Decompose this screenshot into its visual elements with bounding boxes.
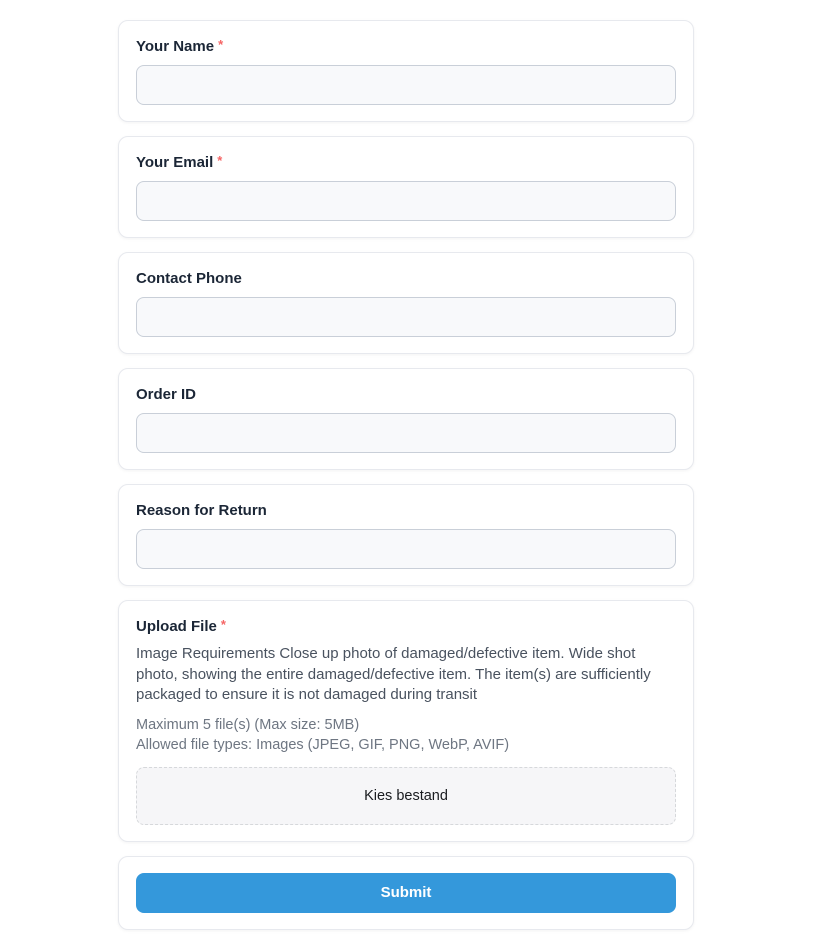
reason-for-return-label: Reason for Return [136, 502, 267, 519]
order-id-input[interactable] [136, 413, 676, 453]
contact-phone-input[interactable] [136, 297, 676, 337]
reason-for-return-input[interactable] [136, 529, 676, 569]
field-label [136, 153, 676, 172]
field-label [136, 269, 676, 288]
field-card-your-email [118, 136, 694, 238]
field-label [136, 37, 676, 56]
file-upload-dropzone[interactable] [136, 767, 676, 825]
upload-file-label-text: Upload File [136, 618, 217, 635]
choose-file-button-label: Kies bestand [364, 787, 448, 804]
submit-card [118, 856, 694, 930]
upload-file-card [118, 600, 694, 842]
field-card-your-name [118, 20, 694, 122]
field-card-reason-for-return [118, 484, 694, 586]
text-fields-section [118, 20, 694, 586]
your-name-label: Your Name [136, 38, 215, 55]
your-email-label: Your Email [136, 154, 214, 171]
upload-requirements-text: Image Requirements Close up photo of damaged/defective item. Wide shot photo, showing the entire damaged/defective item. The item(s) are sufficiently packaged to ensure it is not damaged during transit [136, 645, 651, 703]
field-label [136, 501, 676, 520]
field-card-order-id [118, 368, 694, 470]
field-label [136, 385, 676, 404]
field-card-contact-phone [118, 252, 694, 354]
required-marker: * [220, 617, 226, 632]
upload-max-files-text: Maximum 5 file(s) (Max size: 5MB) [136, 716, 360, 733]
upload-file-label [136, 617, 676, 636]
submit-button[interactable]: Submit [136, 873, 676, 913]
your-email-input[interactable] [136, 181, 676, 221]
contact-phone-label: Contact Phone [136, 270, 242, 287]
form-container [118, 20, 694, 930]
required-marker: * [218, 37, 224, 52]
upload-allowed-types-text: Allowed file types: Images (JPEG, GIF, PNG, WebP, AVIF) [136, 736, 510, 753]
your-name-input[interactable] [136, 65, 676, 105]
required-marker: * [217, 153, 223, 168]
order-id-label: Order ID [136, 386, 197, 403]
